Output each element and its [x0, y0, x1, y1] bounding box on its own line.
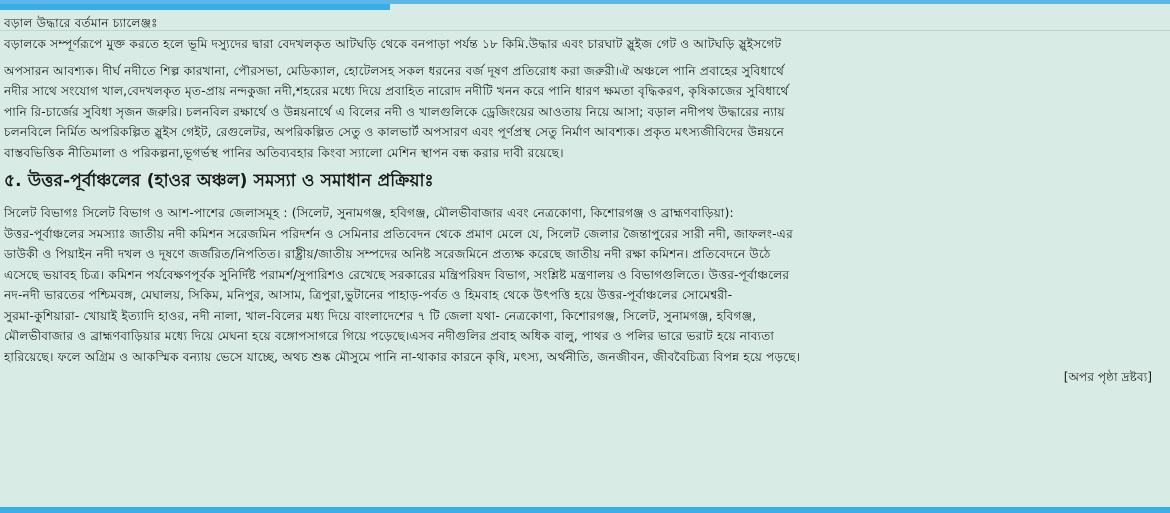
section1-line-6: বাস্তবভিত্তিক নীতিমালা ও পরিকল্পনা,ভূগর্ভস্থ পানির অতিব্যবহার কিংবা স্যালো মেশিন স্থাপন বন্ধ করার দাবী রয়েছে।: [4, 145, 564, 160]
section1-line-4: পানি রি-চার্জের সুবিধা সৃজন জরুরি। চলনবিল রক্ষার্থে ও উন্নয়নার্থে এ বিলের নদী ও খালগুলিকে ড্রেজিংয়ের আওতায় নিয়ে আসা; বড়াল নদীপথ উদ্ধারের ন্যায়: [4, 104, 785, 119]
document-body: [4, 12, 1164, 387]
section2-line-4: নদ-নদী ভারতের পশ্চিমবঙ্গ, মেঘালয়, সিকিম, মনিপুর, আসাম, ত্রিপুরা,ভুটানের পাহাড়-পর্বত ও হিমবাহ থেকে উৎপত্তি হয়ে উত্তর-পূর্বাঞ্চলের সোমেশ্বরী-: [4, 288, 733, 302]
section2-line-7: হারিয়েছে। ফলে অগ্রিম ও আকস্মিক বন্যায় ভেসে যাচ্ছে, অথচ শুষ্ক মৌসুমে পানি না-থাকার কারনে কৃষি, মৎস্য, অর্থনীতি, জনজীবন, জীববৈচিত্র্য বিপন্ন হয়ে পড়ছে।: [4, 349, 801, 364]
continued-note: [অপর পৃষ্ঠা দ্রষ্টব্য]: [1063, 370, 1152, 384]
bottom-accent-bar: [0, 507, 1170, 513]
section2-district-line: সিলেট বিভাগঃ সিলেট বিভাগ ও আশ-পাশের জেলাসমূহ : (সিলেট, সুনামগঞ্জ, হবিগঞ্জ, মৌলভীবাজার এবং নেত্রকোণা, কিশোরগঞ্জ ও ব্রাহ্মণবাড়িয়া):: [4, 206, 734, 220]
top-accent-bar: [0, 4, 390, 10]
section2-line-3: এসেছে ভয়াবহ চিত্র। কমিশন পর্যবেক্ষণপূর্বক সুনির্দিষ্ট পরামর্শ/সুপারিশও রেখেছে সরকারের মন্ত্রিপরিষদ বিভাগ, সংশ্লিষ্ট মন্ত্রণালয় ও বিভাগগুলিতে। উত্তর-পূর্বাঞ্চলের: [4, 267, 790, 282]
section2-line-2: ডাউকী ও পিয়াইন নদী দখল ও দূষণে জর্জরিত/নিপতিত। রাষ্ট্রীয়/জাতীয় সম্পদের অনিষ্ট সরেজমিনে প্রত্যক্ষ করেছে জাতীয় নদী রক্ষা কমিশন। প্রতিবেদনে উঠে: [4, 247, 771, 261]
section2-line-1: উত্তর-পূর্বাঞ্চলের সমস্যাঃ জাতীয় নদী কমিশন সরেজমিন পরিদর্শন ও সেমিনার প্রতিবেদন থেকে প্রমাণ মেলে যে, সিলেট জেলার জৈন্তাপুরের সারী নদী, জাফলং-এর: [4, 226, 793, 241]
section1-line-2: অপসারন আবশ্যক। দীর্ঘ নদীতে শিল্প কারখানা, পৌরসভা, মেডিক্যাল, হোটেলসহ সকল ধরনের বর্জ দূষণ প্রতিরোধ করা জরুরী।ঐ অঞ্চলে পানি প্রবাহের সুবিধার্থে: [4, 63, 785, 78]
section1-line-1: বড়ালকে সম্পূর্ণরূপে মুক্ত করতে হলে ভূমি দস্যুদের দ্বারা বেদখলকৃত আটঘড়ি থেকে বনপাড়া পর্যন্ত ১৮ কিমি.উদ্ধার এবং চারঘাট স্লুইজ গেট ও আটঘড়ি স্লুইসগেট: [4, 37, 782, 51]
section2-line-5: সুরমা-কুশিয়ারা- খোয়াই ইত্যাদি হাওর, নদী নালা, খাল-বিলের মধ্য দিয়ে বাংলাদেশের ৭ টি জেলা যথা- নেত্রকোণা, কিশোরগঞ্জ, সিলেট, সুনামগঞ্জ, হবিগঞ্জ,: [4, 308, 757, 323]
section2-heading: ৫. উত্তর-পূর্বাঞ্চলের (হাওর অঞ্চল) সমস্যা ও সমাধান প্রক্রিয়াঃ: [4, 171, 434, 191]
section1-heading: বড়াল উদ্ধারে বর্তমান চ্যালেঞ্জঃ: [4, 16, 158, 30]
section1-line-3: নদীর সাথে সংযোগ খাল,বেদখলকৃত মৃত-প্রায় নন্দকুজা নদী,শহরের মধ্যে দিয়ে প্রবাহিত নারোদ নদীটি খনন করে পানি ধারণ ক্ষমতা বৃদ্ধিকরণ, কৃষিকাজের সুবিধার্থে: [4, 84, 789, 98]
section2-line-6: মৌলভীবাজার ও ব্রাহ্মণবাড়িয়ার মধ্যে দিয়ে মেঘনা হয়ে বঙ্গোপসাগরে গিয়ে পড়েছে।এসব নদীগুলির প্রবাহ অধিক বালু, পাথর ও পলির ভারে ভরাট হয়ে নাব্যতা: [4, 329, 775, 343]
section1-line-5: চলনবিলে নির্মিত অপরিকল্পিত স্লুইস গেইট, রেগুলেটর, অপরিকল্পিত সেতু ও কালভার্ট অপসারণ এবং পূর্ণপ্রস্থ সেতু নির্মাণ আবশ্যক। প্রকৃত মৎস্যজীবিদের উন্নয়নে: [4, 125, 785, 139]
